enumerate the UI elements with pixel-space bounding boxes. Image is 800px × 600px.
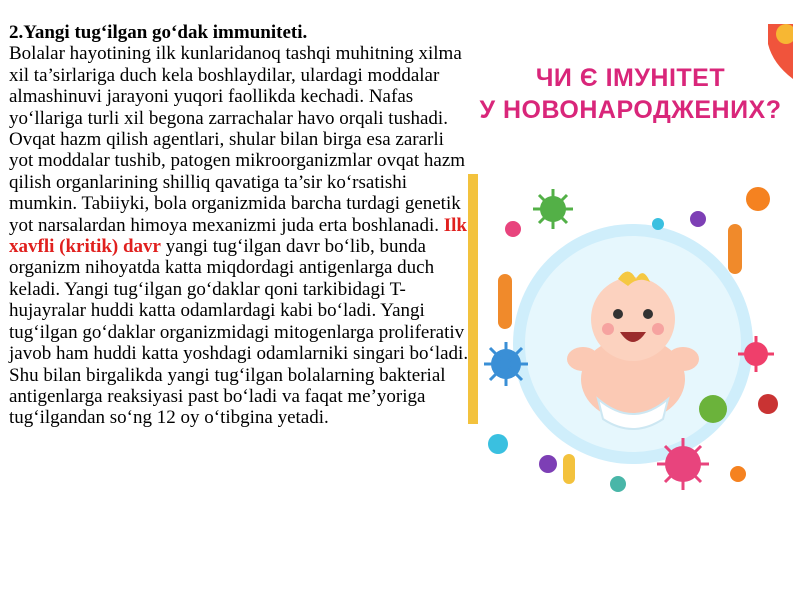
illustration-title-line2: У НОВОНАРОДЖЕНИХ? — [479, 96, 782, 124]
article-paragraph-end: yangi tug‘ilgan davr bo‘lib, bunda organizm nihoyatda katta miqdordagi antigenlarga duch keladi. Yangi tug‘ilgan go‘daklar qoni tarkibidagi T-hujayralar huddi katta odamlardagi kabi bo‘ladi. Yangi tug‘ilgan go‘daklar organizmidagi mitogenlarga proliferativ javob ham huddi katta yoshdagi odamlarniki singari bo‘ladi. Shu bilan birgalikda yangi tug‘ilgan bolalarning bakterial antigenlarga reaksiyasi past bo‘ladi va faqat me’yoriga tug‘ilgandan so‘ng 12 oy o‘tibgina yetadi. — [9, 236, 469, 429]
critical-period-highlight: Ilk xavfli (kritik) davr — [9, 214, 467, 258]
article-paragraph-start: Bolalar hayotining ilk kunlaridanoq tashqi muhitning xilma xil ta’sirlariga duch kela boshlaydilar, ulardagi moddalar almashinuvi jarayoni yuqori faollikda kechadi. Nafas yo‘llariga turli xil begona zarrachalar havo orqali tushadi. Ovqat hazm qilish agentlari, shular bilan birga esa zararli yot moddalar tushib, patogen mikroorganizmlar ovqat hazm qilish organlarining shilliq qavatiga ta’sir ko‘rsatishi mumkin. Tabiiyki, bola organizmida barcha turdagi genetik yot narsalardan himoya mexanizmi juda erta boshlanadi. — [9, 43, 466, 236]
article-heading: 2.Yangi tug‘ilgan go‘dak immuniteti. — [9, 22, 308, 43]
article-text — [9, 22, 471, 429]
illustration-title-line1: ЧИ Є ІМУНІТЕТ — [535, 64, 726, 92]
immunity-illustration — [468, 24, 793, 529]
